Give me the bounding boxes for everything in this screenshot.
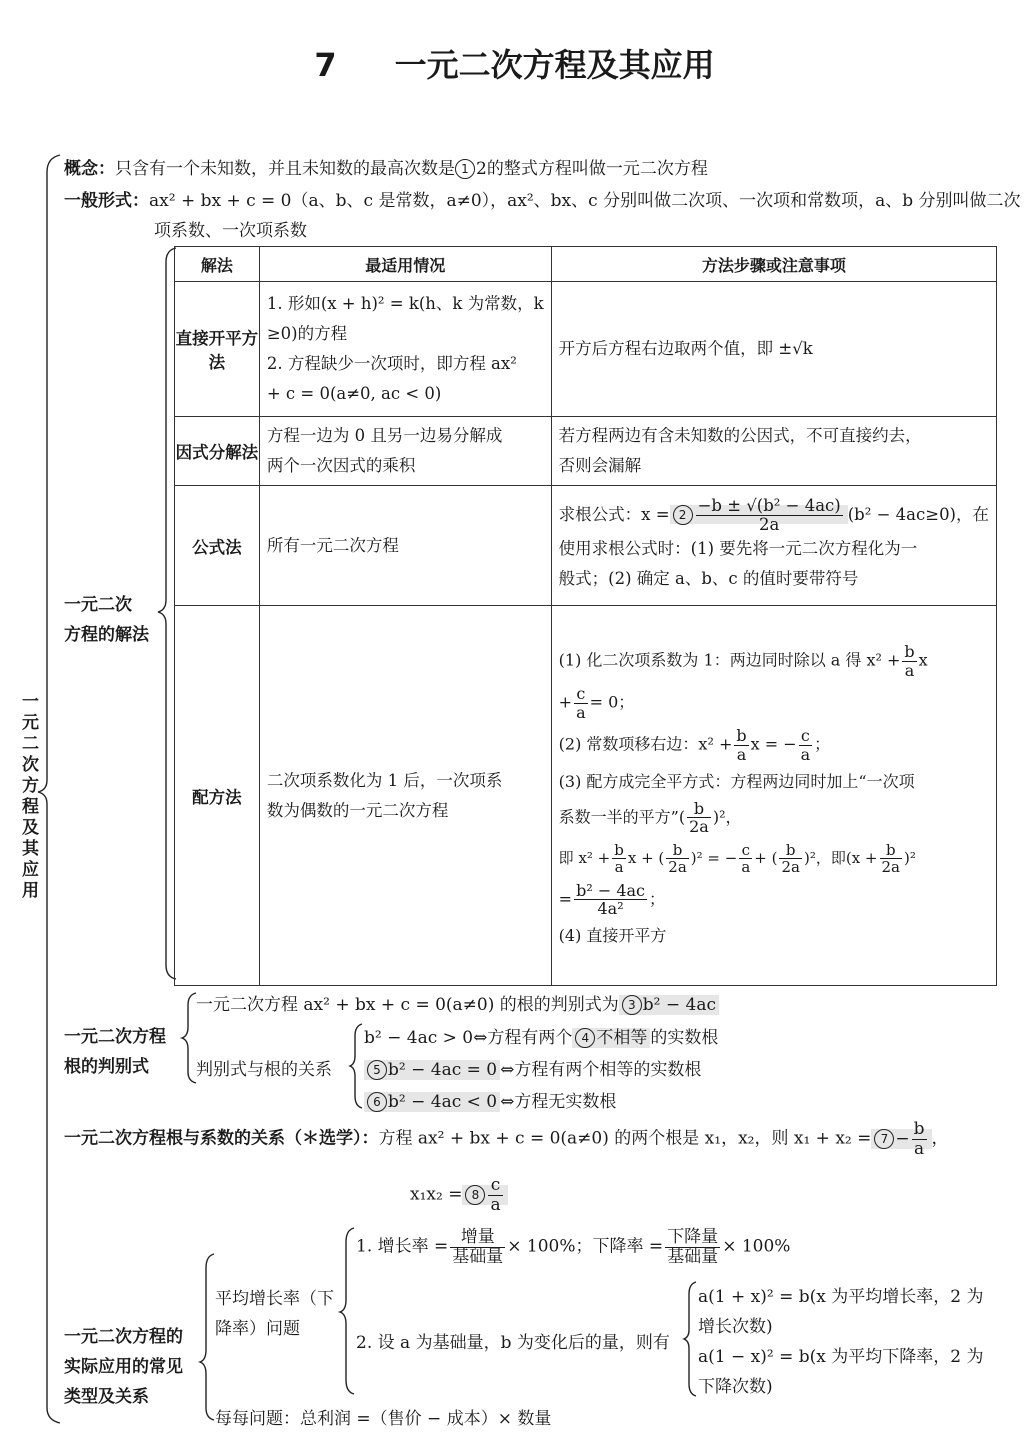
vieta-label: 一元二次方程根与系数的关系（＊选学）： bbox=[64, 1128, 379, 1149]
header-case: 最适用情况 bbox=[259, 247, 551, 282]
method-direct: 直接开平方法 bbox=[175, 282, 260, 417]
concept-line bbox=[64, 154, 708, 179]
vieta-line2: x₁x₂ = 8 $\frac{c}{a}$ bbox=[410, 1176, 508, 1214]
header-method: 解法 bbox=[175, 247, 260, 282]
growth-case-decrease: a(1 − x)² = b(x 为平均下降率，2 为 下降次数) bbox=[698, 1347, 984, 1397]
answer-number-5: 5 bbox=[367, 1060, 387, 1080]
vieta-line1: 一元二次方程根与系数的关系（＊选学）：方程 ax² + bx + c = 0(a≠0) 的两个根是 x₁，x₂，则 x₁ + x₂ = 7 − $\frac{b}{a}$ ， bbox=[64, 1119, 949, 1159]
method-formula: 公式法 bbox=[175, 486, 260, 606]
answer-number-7: 7 bbox=[874, 1129, 894, 1149]
discriminant-relation-1: b² − 4ac > 0⇔方程有两个 4 不相等 的实数根 bbox=[364, 1028, 719, 1048]
answer-number-6: 6 bbox=[367, 1092, 387, 1112]
method-complete-square: 配方法 bbox=[175, 606, 260, 986]
concept-label: 概念： bbox=[64, 159, 115, 179]
header-note: 方法步骤或注意事项 bbox=[551, 247, 996, 282]
concept-text-after: 的整式方程叫做一元二次方程 bbox=[486, 159, 708, 179]
note-complete-square: (1) 化二次项系数为 1：两边同时除以 a 得 x² + $\frac{b}{a}$ x + $\frac{c}{a}$ = 0； (2) 常数项移右边：x² + $\frac{b}{a}$ x = − $\frac{c}{a}$ ； (3) 配方成完全平方式：方程两边同时加上“一次项 系数一半的平方”( $\frac{b}{2a}$ )²， 即 x² + $\frac{b}{a}$ x + ( $\frac{b}{2a}$ )² = − $\frac{c}{a}$ + ( $\frac{b}{2a}$ )²，即(x + $\frac{b}{2a}$ )² = $\frac{\text{b² − 4ac}}{\text{4a²}}$ ； (4) 直接开平方 bbox=[551, 606, 996, 986]
general-form-line1 bbox=[64, 186, 1021, 211]
title-number: 7 bbox=[314, 46, 337, 84]
methods-label: 一元二次 方程的解法 bbox=[64, 595, 149, 645]
case-complete-square: 二次项系数化为 1 后，一次项系 数为偶数的一元二次方程 bbox=[259, 606, 551, 986]
growth-setup: 2. 设 a 为基础量，b 为变化后的量，则有 bbox=[356, 1333, 670, 1353]
table-row-factor bbox=[175, 417, 997, 486]
concept-text-before: 只含有一个未知数，并且未知数的最高次数是 bbox=[115, 159, 455, 179]
general-form-label: 一般形式： bbox=[64, 191, 149, 211]
method-factor: 因式分解法 bbox=[175, 417, 260, 486]
discriminant-relation-label: 判别式与根的关系 bbox=[196, 1060, 332, 1080]
general-form-text: ax² + bx + c = 0（a、b、c 是常数，a≠0），ax²、bx、c 分别叫做二次项、一次项和常数项，a、b 分别叫做二次 bbox=[149, 191, 1021, 211]
note-factor: 若方程两边有含未知数的公因式，不可直接约去， 否则会漏解 bbox=[551, 417, 996, 486]
root-label: 一元二次方程及其应用 bbox=[22, 692, 39, 901]
case-direct: 1. 形如(x + h)² = k(h、k 为常数，k ≥0)的方程 2. 方程缺少一次项时，即方程 ax² + c = 0(a≠0, ac < 0) bbox=[259, 282, 551, 417]
concept-answer: 2 bbox=[476, 159, 487, 179]
root-formula-fraction: $\frac{\text{−b ± √(b² − 4ac)}}{2a}$ bbox=[697, 495, 841, 534]
discriminant-relation-2: 5 b² − 4ac = 0 ⇔方程有两个相等的实数根 bbox=[364, 1055, 701, 1080]
note-direct: 开方后方程右边取两个值，即 ±√k bbox=[551, 282, 996, 417]
answer-number-3: 3 bbox=[622, 995, 642, 1015]
answer-number-4: 4 bbox=[575, 1028, 595, 1048]
case-formula: 所有一元二次方程 bbox=[259, 486, 551, 606]
case-factor: 方程一边为 0 且另一边易分解成 两个一次因式的乘积 bbox=[259, 417, 551, 486]
note-formula: 求根公式：x = 2 $\frac{\text{−b ± √(b² − 4ac)}}{2a}$ (b² − 4ac≥0)，在 使用求根公式时：(1) 要先将一元二次方程化为一 般式；(2) 确定 a、b、c 的值时要带符号 bbox=[551, 486, 996, 606]
general-form-line2: 项系数、一次项系数 bbox=[154, 221, 307, 241]
answer-number-8: 8 bbox=[465, 1185, 485, 1205]
page-title bbox=[0, 40, 1029, 86]
methods-table bbox=[174, 246, 997, 986]
table-header-row bbox=[175, 247, 997, 282]
discriminant-label: 一元二次方程 根的判别式 bbox=[64, 1027, 166, 1077]
table-row-formula bbox=[175, 486, 997, 606]
growth-label: 平均增长率（下 降率）问题 bbox=[215, 1289, 334, 1339]
table-row-direct bbox=[175, 282, 997, 417]
table-row-complete-square bbox=[175, 606, 997, 986]
answer-number-2: 2 bbox=[673, 505, 693, 525]
growth-case-increase: a(1 + x)² = b(x 为平均增长率，2 为 增长次数) bbox=[698, 1287, 984, 1337]
growth-rate-formula: 1. 增长率 = $\frac{\text{增量}}{\text{基础量}}$ × 100%；下降率 = $\frac{\text{下降量}}{\text{基础量}}$ × 100% bbox=[356, 1227, 791, 1267]
profit-problem: 每每问题：总利润 =（售价 − 成本）× 数量 bbox=[215, 1409, 552, 1429]
discriminant-definition: 一元二次方程 ax² + bx + c = 0(a≠0) 的根的判别式为 3 b² − 4ac bbox=[196, 990, 719, 1015]
discriminant-relation-3: 6 b² − 4ac < 0 ⇔方程无实数根 bbox=[364, 1087, 616, 1112]
answer-number-1: 1 bbox=[455, 159, 475, 179]
application-label: 一元二次方程的 实际应用的常见 类型及关系 bbox=[64, 1327, 183, 1407]
title-text: 一元二次方程及其应用 bbox=[394, 46, 715, 84]
